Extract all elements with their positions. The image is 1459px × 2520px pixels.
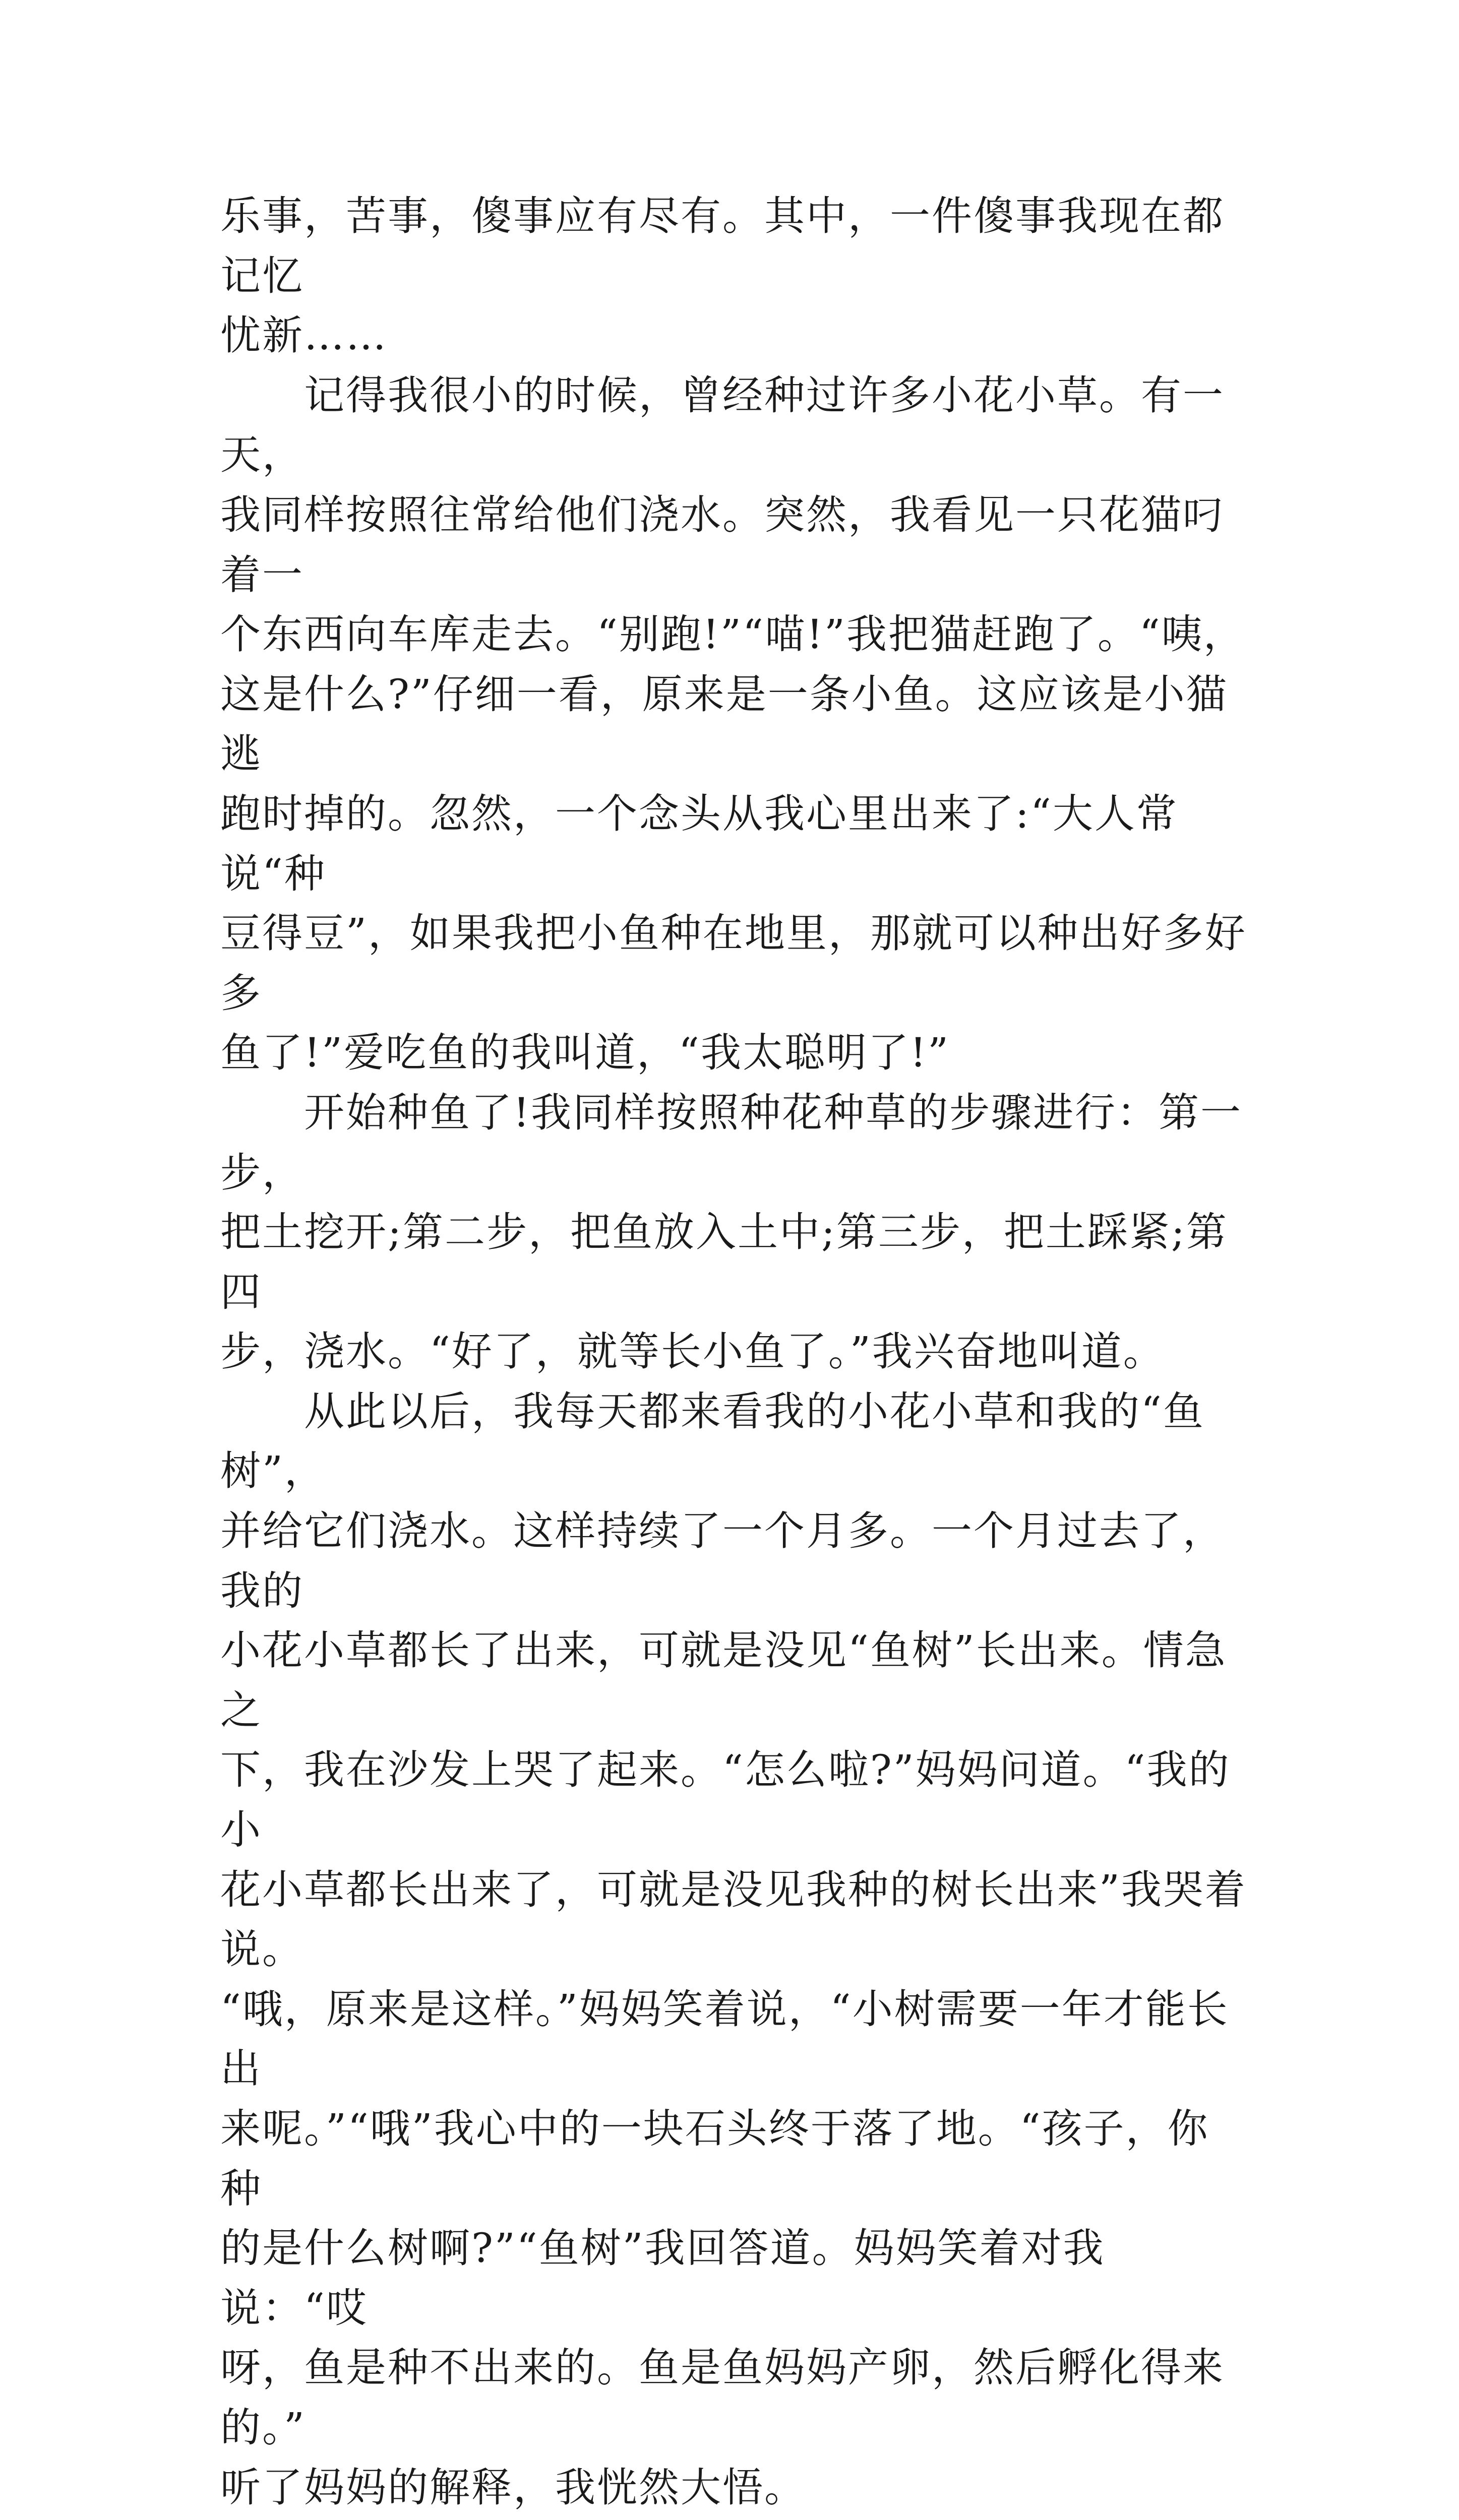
text-line: 乐事，苦事，傻事应有尽有。其中，一件傻事我现在都记忆: [220, 193, 1225, 299]
text-line: 我同样按照往常给他们浇水。突然，我看见一只花猫叼着一: [220, 491, 1225, 598]
text-line: 花小草都长出来了，可就是没见我种的树长出来”我哭着说。: [220, 1866, 1247, 1973]
text-line: 把土挖开;第二步，把鱼放入土中;第三步，把土踩紧;第四: [220, 1209, 1228, 1315]
paragraph-3: [220, 1083, 1249, 1382]
text-line: “哦，原来是这样。”妈妈笑着说，“小树需要一年才能长出: [220, 1985, 1229, 2093]
text-line: 来呢。”“哦”我心中的一块石头终于落了地。“孩子，你种: [220, 2105, 1209, 2212]
text-line: 听了妈妈的解释，我恍然大悟。: [220, 2464, 806, 2511]
text-line: 从此以后，我每天都来看我的小花小草和我的“鱼树”，: [220, 1388, 1205, 1495]
text-line: 开始种鱼了!我同样按照种花种草的步骤进行：第一步，: [220, 1089, 1243, 1196]
text-line: 鱼了!”爱吃鱼的我叫道，“我太聪明了!”: [220, 1029, 950, 1077]
text-line: 呀，鱼是种不出来的。鱼是鱼妈妈产卵，然后孵化得来的。”: [220, 2344, 1225, 2451]
paragraph-4: [220, 1382, 1249, 2517]
text-line: 小花小草都长了出来，可就是没见“鱼树”长出来。情急之: [220, 1627, 1227, 1734]
paragraph-1: [220, 186, 1249, 366]
text-line: 个东西向车库走去。“别跑!”“喵!”我把猫赶跑了。“咦，: [220, 611, 1245, 658]
text-line: 记得我很小的时候，曾经种过许多小花小草。有一天，: [220, 371, 1225, 479]
article-body: [220, 186, 1249, 2520]
text-line: 步，浇水。“好了，就等长小鱼了。”我兴奋地叫道。: [220, 1328, 1165, 1375]
text-line: 豆得豆”，如果我把小鱼种在地里，那就可以种出好多好多: [220, 910, 1247, 1017]
paragraph-5: [220, 2517, 1249, 2520]
text-line: 的是什么树啊?”“鱼树”我回答道。妈妈笑着对我说：“哎: [220, 2225, 1105, 2332]
paragraph-2: [220, 366, 1249, 1083]
text-line: 下，我在沙发上哭了起来。“怎么啦?”妈妈问道。“我的小: [220, 1746, 1231, 1854]
text-line: 这是什么?”仔细一看，原来是一条小鱼。这应该是小猫逃: [220, 670, 1228, 778]
text-line: 跑时掉的。忽然，一个念头从我心里出来了:“大人常说“种: [220, 790, 1178, 897]
text-line: 忧新……: [220, 312, 388, 359]
text-line: 并给它们浇水。这样持续了一个月多。一个月过去了，我的: [220, 1507, 1225, 1614]
